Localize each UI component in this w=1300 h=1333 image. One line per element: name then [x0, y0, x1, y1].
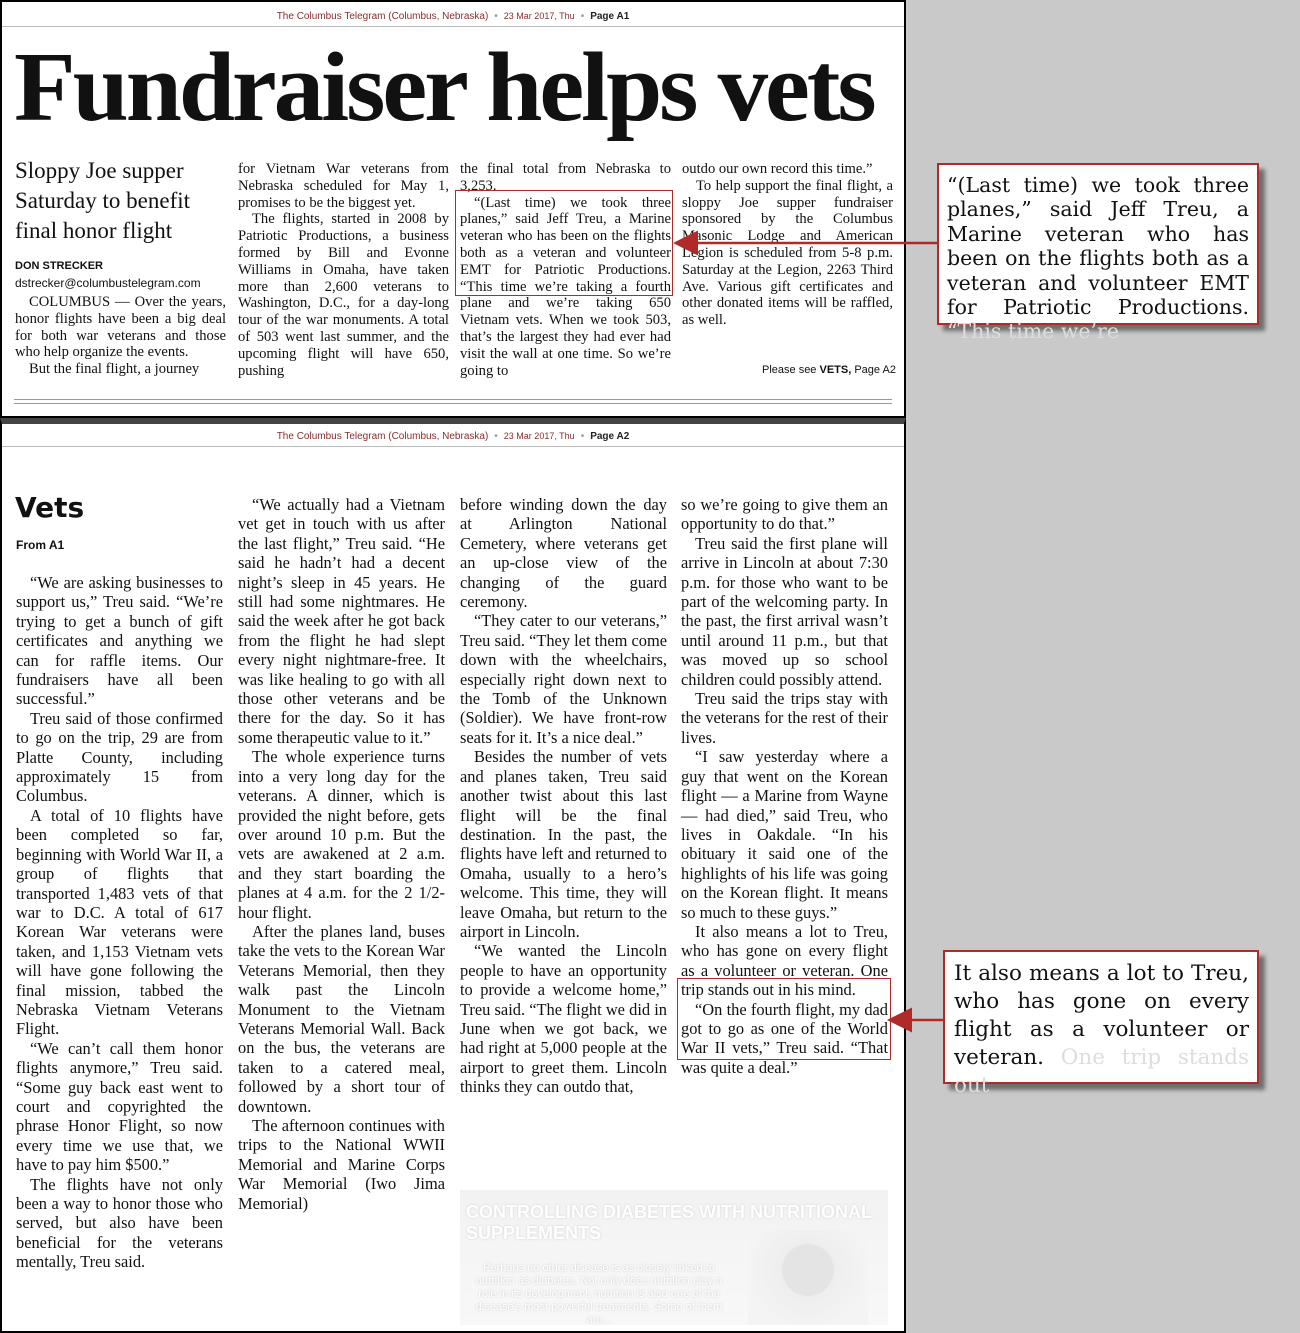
- see-prefix: Please see: [762, 364, 820, 376]
- paragraph: After the planes land, buses take the vets to the Korean War Veterans Memorial, then they walk past the Lincoln Monument to the Vietnam Veterans Memorial Wall. Back on the bus, the veterans are taken to a catered meal, followed by a short tour of downtown.: [238, 921, 445, 1116]
- separator: •: [494, 431, 498, 442]
- paragraph: Treu said the first plane will arrive in Lincoln at about 7:30 p.m. for those who want to be part of the welcoming party. In the past, the first arrival wasn’t until around 11 p.m., but that was moved up so school children could possibly attend.: [681, 533, 888, 689]
- callout-text: It also means a lot to Treu, who has gone on every flight as a volunteer or veteran.: [954, 961, 1249, 1070]
- paragraph: Treu said the trips stay with the veterans for the rest of their lives.: [681, 689, 888, 747]
- separator: •: [494, 11, 498, 22]
- jump-headline: Vets: [15, 491, 85, 524]
- paragraph: “(Last time) we took three planes,” said Jeff Treu, a Marine veteran who has been on the flights both as a veteran and volunteer EMT for Patriotic Productions. “This time we’re taking a fourth plane and we’re taking 650 Vietnam vets. When we took 503, that’s the largest they had ever had visit the wall at one time. So we’re going to: [460, 194, 671, 379]
- separator: •: [580, 11, 585, 22]
- paragraph: It also means a lot to Treu, who has gone on every flight as a volunteer or veteran. One trip stands out in his mind.: [681, 921, 888, 1000]
- paragraph: so we’re going to give them an opportunity to do that.”: [681, 495, 888, 534]
- paragraph: the final total from Nebraska to 3,253.: [460, 161, 671, 194]
- paragraph: before winding down the day at Arlington National Cemetery, where veterans get an up-close view of the changing of the guard ceremony.: [460, 495, 667, 612]
- see-page: Page A2: [851, 364, 896, 376]
- separator: •: [580, 431, 585, 442]
- paragraph: Besides the number of vets and planes taken, Treu said another twist about this last flight will be the final destination. In the past, the flights have left and returned to Omaha, usually to a hero’s welcome. This time, they will leave Omaha, but return to the airport in Lincoln.: [460, 747, 667, 941]
- paragraph: To help support the final flight, a sloppy Joe supper fundraiser sponsored by the Columbus Masonic Lodge and American Legion is scheduled from 5-8 p.m. Saturday at the Legion, 2263 Third Ave. Various gift certificates and other donated items will be raffled, as well.: [682, 177, 893, 329]
- ad-body: Perhaps no other disease is as closely linked to nutrition as diabetes. Not only does nutrition play a role in its development, nutrition is also one of the disease's most powerful treatments. Some of them are...: [475, 1262, 723, 1325]
- paragraph: “On the fourth flight, my dad got to go as one of the World War II vets,” Treu said. “That was quite a deal.”: [681, 999, 888, 1077]
- paragraph: “They cater to our veterans,” Treu said. “They let them come down with the wheelchairs, especially right down next to the Tomb of the Unknown (Soldier). We have front-row seats for it. It’s a nice deal.”: [460, 611, 667, 747]
- paragraph: “We are asking businesses to support us,” Treu said. “We’re trying to get a bunch of gift certificates and anything we can for raffle items. Our fundraisers have all been successful.”: [16, 573, 223, 709]
- see-ref: VETS,: [819, 364, 852, 376]
- paragraph: The flights, started in 2008 by Patriotic Productions, a business formed by Bill and Evonne Williams in Omaha, have taken more than 2,600 veterans to Washington, D.C., for a day-long tour of the war monuments. A total of 503 went last summer, and the upcoming flight will have 650, pushing: [238, 211, 449, 379]
- byline: DON STRECKER: [15, 260, 104, 272]
- ad-title: CONTROLLING DIABETES WITH NUTRITIONAL SUPPLEMENTS: [466, 1202, 872, 1243]
- paragraph: outdo our own record this time.”: [682, 161, 873, 177]
- issue-date: 23 Mar 2017, Thu: [503, 431, 575, 441]
- paragraph: “I saw yesterday where a guy that went on the Korean flight — a Marine from Wayne — had died,” said Treu, who lives in Oakdale. “In his obituary it said one of the highlights of his life was going on the Korean flight. It means so much to these guys.”: [681, 747, 888, 922]
- paragraph: “We wanted the Lincoln people to have an opportunity to provide a welcome home,” Treu said. “The flight we did in June when we got back, we had right at 5,000 people at the airport to greet them. Lincoln thinks they can outdo that,: [460, 941, 667, 1097]
- jump-from: From A1: [16, 538, 65, 552]
- headline: Fundraiser helps vets: [14, 33, 874, 142]
- paper-name: The Columbus Telegram (Columbus, Nebraska): [276, 11, 489, 22]
- paragraph: for Vietnam War veterans from Nebraska scheduled for May 1, promises to be the biggest yet.: [238, 161, 449, 211]
- page-number: Page A2: [590, 431, 630, 442]
- callout-faded-text: “This time we’re: [947, 319, 1119, 344]
- paragraph: “We can’t call them honor flights anymore,” Treu said. “Some guy back east went to court and copyrighted the phrase Honor Flight, so now every time we use that, we have to pay him $500.”: [16, 1038, 223, 1175]
- paragraph: But the final flight, a journey: [29, 361, 200, 378]
- paragraph: “We actually had a Vietnam vet get in touch with us after the last flight,” Treu said. “He said he hadn’t had a decent night’s sleep in 45 years. He still had some nightmares. He said the week after he got back from the flight he had slept every night nightmare-free. It was like healing to go with all those other veterans and be there for the day. So it has some therapeutic value to it.”: [238, 495, 445, 747]
- callout-text: “(Last time) we took three planes,” said Jeff Treu, a Marine veteran who has been on the flights both as a veteran and volunteer EMT for Patriotic Productions.: [947, 173, 1249, 320]
- paragraph: The afternoon continues with trips to the National WWII Memorial and Marine Corps War Memorial (Iwo Jima Memorial): [238, 1116, 445, 1213]
- issue-date: 23 Mar 2017, Thu: [503, 11, 575, 21]
- callout-faded-text: One trip stands out: [954, 1045, 1249, 1098]
- deck-subhead: Sloppy Joe supper Saturday to benefit final honor flight: [15, 158, 191, 243]
- paragraph: COLUMBUS — Over the years, honor flights have been a big deal for both war veterans and those who help organize the events.: [15, 294, 226, 361]
- paper-name: The Columbus Telegram (Columbus, Nebraska): [276, 431, 489, 442]
- paragraph: A total of 10 flights have been completed so far, beginning with World War II, a group of flights that transported 1,483 vets of that war to D.C. A total of 617 Korean War veterans were taken, and 1,153 Vietnam vets will have gone following the final mission, tabbed the Nebraska Vietnam Veterans Flight.: [16, 805, 223, 1039]
- author-email: dstrecker@columbustelegram.com: [15, 276, 201, 290]
- page-number: Page A1: [590, 11, 630, 22]
- paragraph: The flights have not only been a way to honor those who served, but also have been beneficial for the veterans mentally, Treu said.: [16, 1174, 223, 1272]
- paragraph: Treu said of those confirmed to go on the trip, 29 are from Platte County, including approximately 15 from Columbus.: [16, 708, 223, 806]
- paragraph: The whole experience turns into a very long day for the veterans. A dinner, which is provided the night before, gets over around 10 p.m. But the vets are awakened at 2 a.m. and they start boarding the planes at 4 a.m. for the 2 1/2-hour flight.: [238, 747, 445, 922]
